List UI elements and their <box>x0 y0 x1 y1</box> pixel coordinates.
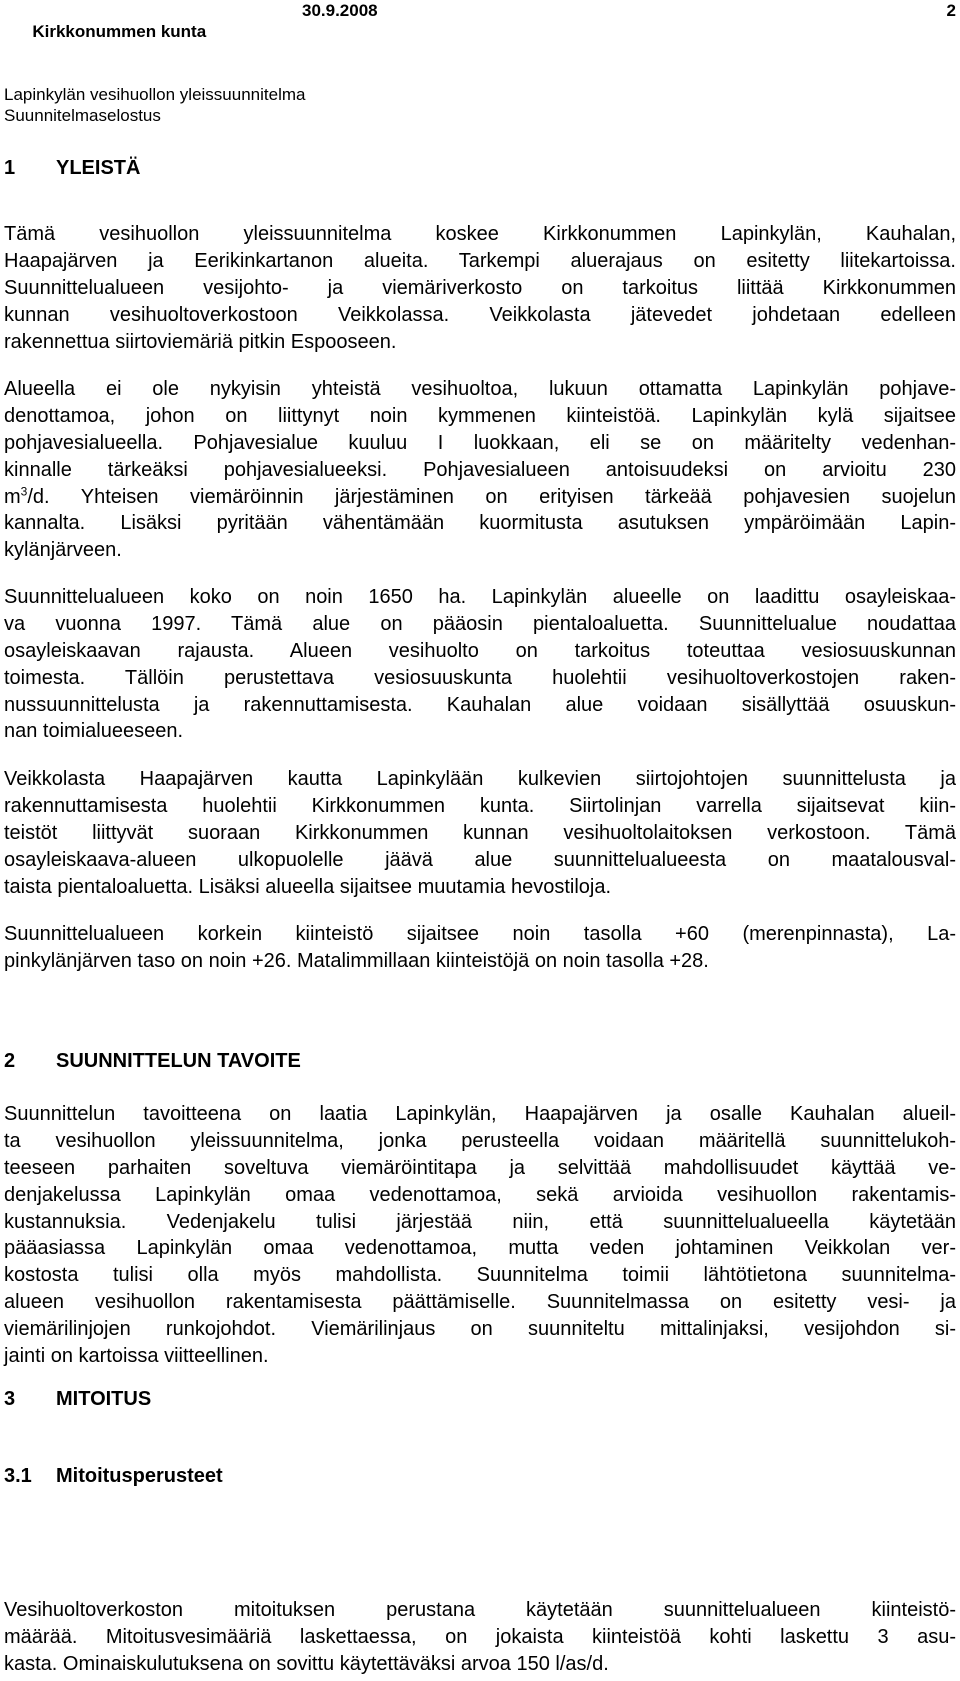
text-line: rakennettua siirtoviemäriä pitkin Espooseen. <box>4 330 397 353</box>
text-line: Suunnittelualueen korkein kiinteistö sijaitsee noin tasolla +60 (merenpinnasta), La- <box>4 923 956 945</box>
paragraph-2 <box>4 376 956 564</box>
text-line: Alueella ei ole nykyisin yhteistä vesihuoltoa, lukuun ottamatta Lapinkylän pohjave- <box>4 378 956 400</box>
paragraph-1 <box>4 221 956 355</box>
section-number: 3.1 <box>4 1465 32 1487</box>
paragraph-5 <box>4 921 956 975</box>
text-line: pohjavesialueella. Pohjavesialue kuuluu I luokkaan, eli se on määritelty vedenhan- <box>4 431 956 454</box>
page-number: 2 <box>946 1 956 20</box>
text-line: kostosta tulisi olla myös mahdollista. Suunnitelma toimii lähtötietona suunnitelma- <box>4 1264 956 1287</box>
section-heading-1 <box>4 156 140 180</box>
section-number: 3 <box>4 1388 16 1410</box>
section-heading-3 <box>4 1387 151 1411</box>
paragraph-4 <box>4 766 956 900</box>
subsection-heading-3-1 <box>4 1464 223 1488</box>
text-line: Tämä vesihuollon yleissuunnitelma koskee Kirkkonummen Lapinkylän, Kauhalan, <box>4 223 956 245</box>
text-line: ta vesihuollon yleissuunnitelma, jonka perusteella voidaan määritellä suunnittelukoh- <box>4 1129 956 1152</box>
header-date: 30.9.2008 <box>302 1 378 20</box>
section-heading-2 <box>4 1049 301 1073</box>
text-line: Suunnittelualueen koko on noin 1650 ha. Lapinkylän alueelle on laadittu osayleiskaa- <box>4 586 956 608</box>
text-line: toimesta. Tällöin perustettava vesiosuuskunta huolehtii vesihuoltoverkostojen raken- <box>4 666 956 689</box>
section-title: YLEISTÄ <box>56 157 141 179</box>
text-line: kunnan vesihuoltoverkostoon Veikkolassa. Veikkolasta jätevedet johdetaan edelleen <box>4 303 956 326</box>
text-line: osayleiskaava-alueen ulkopuolelle jäävä alue suunnittelualueesta on maatalousval- <box>4 848 956 871</box>
text-line: nussuunnittelusta ja rakennuttamisesta. Kauhalan alue voidaan sisällyttää osuuskun- <box>4 693 956 716</box>
section-number: 1 <box>4 157 16 179</box>
text-line: pääasiassa Lapinkylän omaa vedenottamoa, mutta veden johtaminen Veikkolan ver- <box>4 1237 956 1260</box>
unit-m: m <box>4 485 21 508</box>
section-number: 2 <box>4 1050 16 1072</box>
text-line: Vesihuoltoverkoston mitoituksen perustana käytetään suunnittelualueen kiinteistö- <box>4 1599 956 1621</box>
text-line: Veikkolasta Haapajärven kautta Lapinkylään kulkevien siirtojohtojen suunnittelusta ja <box>4 768 956 790</box>
text-line: Suunnittelun tavoitteena on laatia Lapinkylän, Haapajärven ja osalle Kauhalan alueil- <box>4 1103 956 1125</box>
text-line: denjakelussa Lapinkylän omaa vedenottamoa, sekä arvioida vesihuollon rakentamis- <box>4 1183 956 1206</box>
text-line: Suunnittelualueen vesijohto- ja viemäriverkosto on tarkoitus liittää Kirkkonummen <box>4 276 956 299</box>
text-line: kustannuksia. Vedenjakelu tulisi järjestää niin, että suunnittelualueella käytetään <box>4 1210 956 1233</box>
section-title: MITOITUS <box>56 1388 152 1410</box>
text-line: osayleiskaavan rajausta. Alueen vesihuolto on tarkoitus toteuttaa vesiosuuskunnan <box>4 639 956 662</box>
text-line-m3 <box>4 484 956 511</box>
page-header <box>4 0 904 126</box>
text-line: denottamoa, johon on liittynyt noin kymmenen kiinteistöä. Lapinkylän kylä sijaitsee <box>4 404 956 427</box>
text-line: kasta. Ominaiskulutuksena on sovittu käytettäväksi arvoa 150 l/as/d. <box>4 1652 609 1675</box>
text-line: kylänjärveen. <box>4 539 122 562</box>
text-line: määrää. Mitoitusvesimääriä laskettaessa, on jokaista kiinteistöä kohti laskettu 3 asu- <box>4 1625 956 1648</box>
text-line: Haapajärven ja Eerikinkartanon alueita. Tarkempi aluerajaus on esitetty liitekartoissa. <box>4 249 956 272</box>
text-line: va vuonna 1997. Tämä alue on pääosin pientaloaluetta. Suunnittelualue noudattaa <box>4 612 956 635</box>
text-line: kannalta. Lisäksi pyritään vähentämään kuormitusta asutuksen ympäröimään Lapin- <box>4 512 956 535</box>
text-line: viemärilinjojen runkojohdot. Viemärilinjaus on suunniteltu mittalinjaksi, vesijohdon si- <box>4 1318 956 1341</box>
header-doc-subtitle: Suunnitelmaselostus <box>4 106 161 125</box>
paragraph-3 <box>4 584 956 745</box>
text-line: alueen vesihuollon rakentamisesta päättämiselle. Suunnitelmassa on esitetty vesi- ja <box>4 1291 956 1314</box>
paragraph-6 <box>4 1101 956 1370</box>
text-line: pinkylänjärven taso on noin +26. Matalimmillaan kiinteistöjä on noin tasolla +28. <box>4 949 709 972</box>
paragraph-7 <box>4 1597 956 1678</box>
text-line: jainti on kartoissa viitteellinen. <box>4 1345 269 1368</box>
section-title: Mitoitusperusteet <box>56 1465 223 1487</box>
text-line: kinnalle tärkeäksi pohjavesialueeksi. Pohjavesialueen antoisuudeksi on arvioitu 230 <box>4 458 956 481</box>
text-line: taista pientaloaluetta. Lisäksi alueella sijaitsee muutamia hevostiloja. <box>4 875 612 898</box>
text-line: teistöt liittyvät suoraan Kirkkonummen kunnan vesihuoltolaitoksen verkostoon. Tämä <box>4 821 956 844</box>
section-title: SUUNNITTELUN TAVOITE <box>56 1050 301 1072</box>
header-line-1 <box>4 0 904 84</box>
header-doc-title: Lapinkylän vesihuollon yleissuunnitelma <box>4 85 306 104</box>
text-line: teeseen parhaiten soveltuva viemäröintitapa ja selvittää mahdollisuudet käyttää ve- <box>4 1156 956 1179</box>
text-line-rest: /d. Yhteisen viemäröinnin järjestäminen on erityisen tärkeää pohjavesien suojelun <box>27 485 956 508</box>
header-org: Kirkkonummen kunta <box>32 22 207 41</box>
text-line: rakennuttamisesta huolehtii Kirkkonummen kunta. Siirtolinjan varrella sijaitsevat kiin- <box>4 794 956 817</box>
text-line: nan toimialueeseen. <box>4 720 184 743</box>
unit-superscript: 3 <box>20 483 28 498</box>
